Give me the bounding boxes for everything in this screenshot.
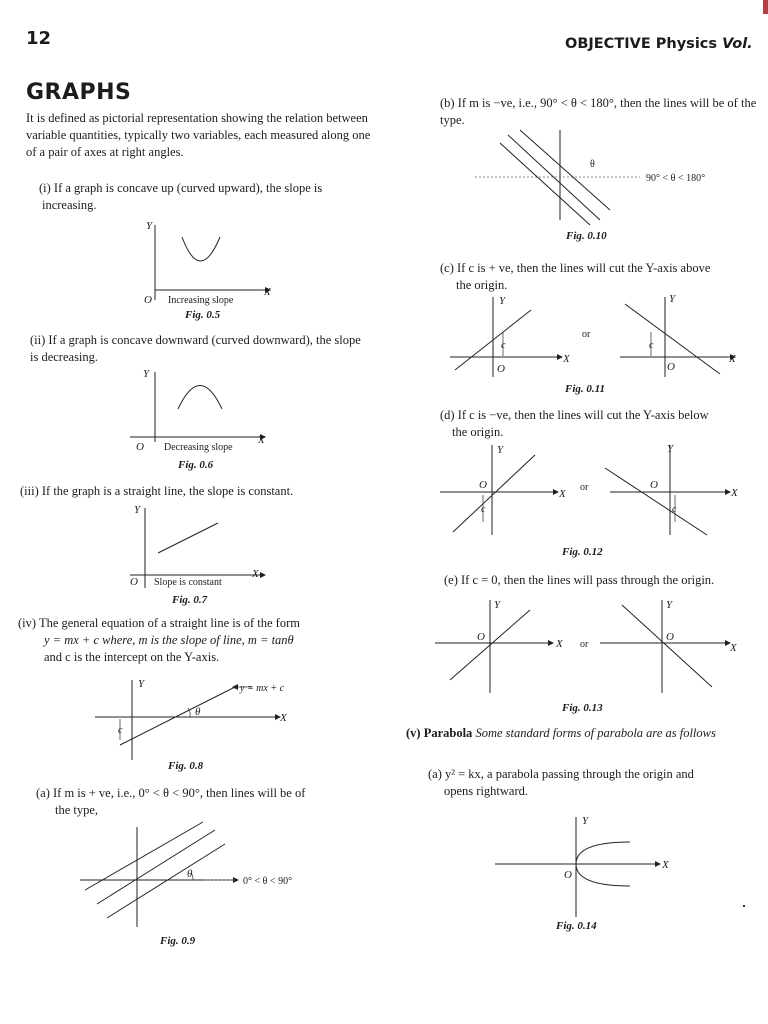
fig-0-11-caption: Fig. 0.11 <box>565 383 606 395</box>
item-va-line1: (a) y² = kx, a parabola passing through the origin and <box>428 767 694 781</box>
y-axis-label: Y <box>667 443 674 455</box>
fig-0-8-caption: Fig. 0.8 <box>168 760 204 772</box>
or-label: or <box>580 639 589 650</box>
y-axis-label: Y <box>138 678 145 690</box>
fig-0-5-label: Increasing slope <box>168 295 234 306</box>
fig-0-9-range: 0° < θ < 90° <box>243 876 293 887</box>
item-d-line1: (d) If c is −ve, then the lines will cut the Y-axis below <box>440 408 709 422</box>
fig-0-7-caption: Fig. 0.7 <box>172 594 208 606</box>
fig-0-13-graph <box>430 595 765 700</box>
y-axis-label: Y <box>494 599 501 611</box>
y-axis-label: Y <box>669 293 676 305</box>
origin-label: O <box>130 576 138 588</box>
origin-label: O <box>497 363 505 375</box>
fig-0-9-caption: Fig. 0.9 <box>160 935 196 947</box>
y-axis-label: Y <box>143 368 150 380</box>
x-axis-label: X <box>729 353 736 365</box>
x-axis-label: X <box>563 353 570 365</box>
x-axis-label: X <box>731 487 738 499</box>
fig-0-8-eq: y = mx + c <box>240 683 285 694</box>
x-axis-label: X <box>556 638 563 650</box>
fig-0-7-graph <box>120 503 300 593</box>
parabola-heading: (v) Parabola <box>406 726 473 740</box>
or-label: or <box>582 329 591 340</box>
item-iv-line1: (iv) The general equation of a straight line is of the form <box>18 616 300 630</box>
fig-0-10-range: 90° < θ < 180° <box>646 173 706 184</box>
y-axis-label: Y <box>134 504 141 516</box>
item-c-line2: the origin. <box>456 278 508 292</box>
fig-0-10-graph <box>470 125 740 230</box>
item-v <box>406 725 766 742</box>
intercept-label: c <box>501 340 506 351</box>
fig-0-13-caption: Fig. 0.13 <box>562 702 603 714</box>
x-axis-label: X <box>252 568 259 580</box>
item-va-line2: opens rightward. <box>444 784 529 798</box>
x-axis-label: X <box>264 286 271 298</box>
intercept-label: c <box>672 504 677 515</box>
header-title: OBJECTIVE Physics <box>565 36 723 52</box>
theta-label: θ <box>590 159 595 170</box>
or-label: or <box>580 482 589 493</box>
origin-label: O <box>564 869 572 881</box>
page-number: 12 <box>26 28 52 49</box>
fig-0-6-caption: Fig. 0.6 <box>178 459 214 471</box>
fig-0-8-graph <box>90 675 300 765</box>
y-axis-label: Y <box>499 295 506 307</box>
fig-0-14-caption: Fig. 0.14 <box>556 920 597 932</box>
item-e: (e) If c = 0, then the lines will pass through the origin. <box>444 573 715 587</box>
x-axis-label: X <box>559 488 566 500</box>
fig-0-9-graph <box>75 822 315 932</box>
x-axis-label: X <box>258 434 265 446</box>
y-axis-label: Y <box>582 815 589 827</box>
item-a-line2: the type, <box>55 803 99 817</box>
item-iv-line2: y = mx + c where, m is the slope of line, m = tanθ <box>44 633 294 647</box>
item-c-line1: (c) If c is + ve, then the lines will cut the Y-axis above <box>440 261 711 275</box>
item-iii: (iii) If the graph is a straight line, the slope is constant. <box>20 484 294 498</box>
origin-label: O <box>666 631 674 643</box>
theta-label: θ <box>195 706 201 718</box>
x-axis-label: X <box>730 642 737 654</box>
fig-0-12-caption: Fig. 0.12 <box>562 546 603 558</box>
item-iv-line3: and c is the intercept on the Y-axis. <box>44 650 220 664</box>
intro-paragraph: It is defined as pictorial representation showing the relation between variable quantities, typically two variables, each measured along one of a pair of axes at right angles. <box>26 111 371 159</box>
running-header <box>565 36 753 52</box>
y-axis-label: Y <box>497 444 504 456</box>
item-a-line1: (a) If m is + ve, i.e., 0° < θ < 90°, then lines will be of <box>36 786 306 800</box>
header-volume: Vol. <box>722 36 753 52</box>
section-title: GRAPHS <box>26 80 132 105</box>
origin-label: O <box>144 294 152 306</box>
fig-0-12-graph <box>435 440 765 540</box>
x-axis-label: X <box>662 859 669 871</box>
theta-label: θ <box>187 868 193 880</box>
intercept-label: c <box>481 504 486 515</box>
fig-0-11-graph <box>435 292 765 382</box>
intercept-label: c <box>649 340 654 351</box>
fig-0-6-label: Decreasing slope <box>164 442 233 453</box>
origin-label: O <box>650 479 658 491</box>
y-axis-label: Y <box>666 599 673 611</box>
x-axis-label: X <box>280 712 287 724</box>
fig-0-10-caption: Fig. 0.10 <box>566 230 607 242</box>
item-ii: (ii) If a graph is concave downward (curved downward), the slope is decreasing. <box>30 333 361 364</box>
item-i: (i) If a graph is concave up (curved upward), the slope is increasing. <box>39 181 323 212</box>
fig-0-7-label: Slope is constant <box>154 577 222 588</box>
origin-label: O <box>477 631 485 643</box>
item-d-line2: the origin. <box>452 425 504 439</box>
stray-mark <box>743 905 745 907</box>
parabola-intro: Some standard forms of parabola are as follows <box>472 726 716 740</box>
origin-label: O <box>136 441 144 453</box>
fig-0-14-graph <box>490 812 690 922</box>
y-axis-label: Y <box>146 220 153 232</box>
origin-label: O <box>479 479 487 491</box>
item-b: (b) If m is −ve, i.e., 90° < θ < 180°, then the lines will be of the type. <box>440 96 757 127</box>
fig-0-6-graph <box>120 367 300 457</box>
fig-0-5-caption: Fig. 0.5 <box>185 309 221 321</box>
origin-label: O <box>667 361 675 373</box>
intercept-label: c <box>118 725 123 736</box>
page-edge-mark <box>763 0 768 14</box>
